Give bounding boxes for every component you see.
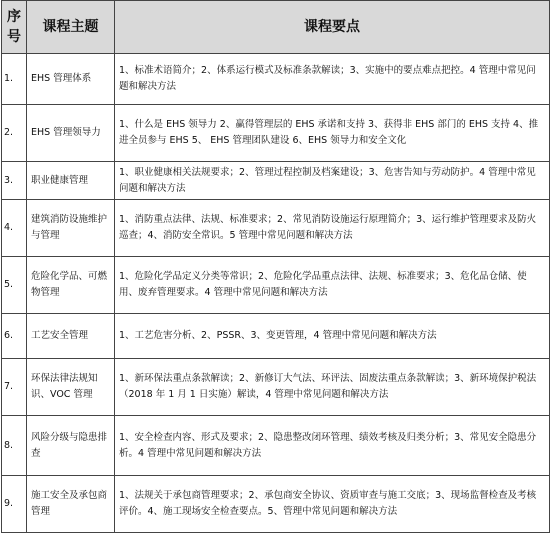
row-topic: 建筑消防设施维护与管理 bbox=[27, 200, 115, 257]
row-points: 1、安全检查内容、形式及要求；2、隐患整改闭环管理、绩效考核及归类分析；3、常见安全隐患分析。4 管理中常见问题和解决方法 bbox=[115, 416, 550, 476]
row-points: 1、新环保法重点条款解读；2、新修订大气法、环评法、固废法重点条款解读；3、新环境保护税法（2018 年 1 月 1 日实施）解读，4 管理中常见问题和解决方法 bbox=[115, 359, 550, 416]
row-points: 1、什么是 EHS 领导力 2、赢得管理层的 EHS 承诺和支持 3、获得非 EHS 部门的 EHS 支持 4、推进全员参与 EHS 5、 EHS 管理团队建设 6、EHS 领导力和安全文化 bbox=[115, 105, 550, 162]
table-row bbox=[2, 257, 550, 314]
header-number: 序号 bbox=[2, 1, 27, 54]
row-number: 4. bbox=[2, 200, 27, 257]
header-points: 课程要点 bbox=[115, 1, 550, 54]
header-row bbox=[2, 1, 550, 54]
table-row bbox=[2, 54, 550, 105]
row-points: 1、标准术语简介；2、体系运行模式及标准条款解读；3、实施中的要点难点把控。4 管理中常见问题和解决方法 bbox=[115, 54, 550, 105]
row-topic: 工艺安全管理 bbox=[27, 314, 115, 359]
row-number: 9. bbox=[2, 476, 27, 533]
header-topic: 课程主题 bbox=[27, 1, 115, 54]
table-row bbox=[2, 162, 550, 200]
table-row bbox=[2, 314, 550, 359]
table-row bbox=[2, 476, 550, 533]
row-points: 1、工艺危害分析、2、PSSR、3、变更管理，4 管理中常见问题和解决方法 bbox=[115, 314, 550, 359]
row-topic: 风险分级与隐患排查 bbox=[27, 416, 115, 476]
row-topic: EHS 管理体系 bbox=[27, 54, 115, 105]
row-points: 1、消防重点法律、法规、标准要求；2、常见消防设施运行原理简介；3、运行维护管理要求及防火巡查；4、消防安全常识。5 管理中常见问题和解决方法 bbox=[115, 200, 550, 257]
table-row bbox=[2, 416, 550, 476]
row-number: 7. bbox=[2, 359, 27, 416]
row-points: 1、法规关于承包商管理要求；2、承包商安全协议、资质审查与施工交底；3、现场监督检查及考核评价。4、施工现场安全检查要点。5、管理中常见问题和解决方法 bbox=[115, 476, 550, 533]
row-number: 2. bbox=[2, 105, 27, 162]
row-points: 1、职业健康相关法规要求；2、管理过程控制及档案建设；3、危害告知与劳动防护。4 管理中常见问题和解决方法 bbox=[115, 162, 550, 200]
row-number: 8. bbox=[2, 416, 27, 476]
row-topic: EHS 管理领导力 bbox=[27, 105, 115, 162]
table-row bbox=[2, 200, 550, 257]
row-number: 6. bbox=[2, 314, 27, 359]
table-row bbox=[2, 105, 550, 162]
row-points: 1、危险化学品定义分类等常识；2、危险化学品重点法律、法规、标准要求；3、危化品仓储、使用、废弃管理要求。4 管理中常见问题和解决方法 bbox=[115, 257, 550, 314]
course-table bbox=[1, 0, 550, 533]
row-topic: 职业健康管理 bbox=[27, 162, 115, 200]
table-row bbox=[2, 359, 550, 416]
row-number: 5. bbox=[2, 257, 27, 314]
row-number: 3. bbox=[2, 162, 27, 200]
row-topic: 危险化学品、可燃物管理 bbox=[27, 257, 115, 314]
row-topic: 环保法律法规知识、VOC 管理 bbox=[27, 359, 115, 416]
row-topic: 施工安全及承包商管理 bbox=[27, 476, 115, 533]
row-number: 1. bbox=[2, 54, 27, 105]
